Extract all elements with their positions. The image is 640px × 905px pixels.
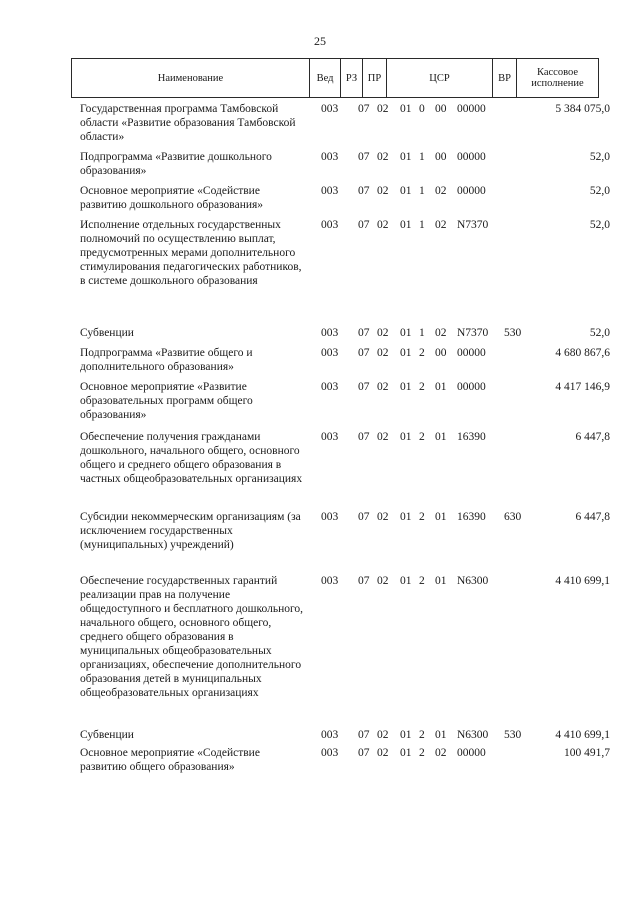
row-name: Основное мероприятие «Содействие развитию дошкольного образования» [80, 185, 264, 211]
row-csr-program: 01 [400, 103, 412, 115]
row-name: Субвенции [80, 729, 134, 741]
row-csr-program: 01 [400, 729, 412, 741]
row-csr-subprogram: 2 [419, 511, 425, 523]
row-pr: 02 [377, 327, 389, 339]
row-amount: 52,0 [589, 219, 610, 231]
row-ved: 003 [321, 103, 339, 115]
row-ved: 003 [321, 219, 339, 231]
row-csr-direction: N7370 [457, 327, 489, 339]
row-name: Обеспечение получения гражданами дошкольного, начального общего, основного общего и среднего общего образования в частных общеобразовательных организациях [80, 431, 303, 485]
row-csr-direction: 00000 [457, 103, 486, 115]
row-csr-direction: 00000 [457, 151, 486, 163]
row-pr: 02 [377, 185, 389, 197]
row-pr: 02 [377, 575, 389, 587]
header-name: Наименование [72, 59, 310, 98]
row-ved: 003 [321, 511, 339, 523]
row-amount: 4 410 699,1 [555, 729, 610, 741]
row-csr-subprogram: 1 [419, 219, 425, 231]
row-csr-event: 02 [435, 327, 447, 339]
row-ved: 003 [321, 347, 339, 359]
row-ved: 003 [321, 151, 339, 163]
row-csr-subprogram: 2 [419, 381, 425, 393]
row-vr: 530 [504, 729, 522, 741]
row-csr-direction: N7370 [457, 219, 489, 231]
row-rz: 07 [358, 431, 370, 443]
row-rz: 07 [358, 347, 370, 359]
row-vr: 630 [504, 511, 522, 523]
row-csr-direction: 16390 [457, 431, 486, 443]
row-pr: 02 [377, 151, 389, 163]
row-csr-program: 01 [400, 151, 412, 163]
row-ved: 003 [321, 729, 339, 741]
row-csr-program: 01 [400, 347, 412, 359]
row-csr-direction: 00000 [457, 381, 486, 393]
row-csr-subprogram: 2 [419, 575, 425, 587]
header-ved: Вед [310, 59, 341, 98]
row-amount: 100 491,7 [564, 747, 610, 759]
row-rz: 07 [358, 103, 370, 115]
row-csr-direction: N6300 [457, 729, 489, 741]
row-pr: 02 [377, 381, 389, 393]
row-pr: 02 [377, 219, 389, 231]
row-csr-program: 01 [400, 575, 412, 587]
row-csr-event: 01 [435, 381, 447, 393]
row-csr-event: 01 [435, 729, 447, 741]
row-rz: 07 [358, 729, 370, 741]
row-pr: 02 [377, 747, 389, 759]
header-amount: Кассовое исполнение [517, 59, 599, 98]
row-ved: 003 [321, 431, 339, 443]
row-rz: 07 [358, 219, 370, 231]
row-csr-program: 01 [400, 185, 412, 197]
row-ved: 003 [321, 185, 339, 197]
row-csr-subprogram: 2 [419, 431, 425, 443]
row-amount: 4 410 699,1 [555, 575, 610, 587]
row-amount: 52,0 [589, 151, 610, 163]
row-csr-program: 01 [400, 747, 412, 759]
row-amount: 4 417 146,9 [555, 381, 610, 393]
row-name: Субвенции [80, 327, 134, 339]
row-csr-subprogram: 1 [419, 151, 425, 163]
row-name: Исполнение отдельных государственных полномочий по осуществлению выплат, предусмотренных мерами дополнительного стимулирования педагогических работников, в системе дошкольного образования [80, 219, 302, 287]
row-csr-event: 02 [435, 747, 447, 759]
row-ved: 003 [321, 381, 339, 393]
row-rz: 07 [358, 151, 370, 163]
row-csr-event: 02 [435, 185, 447, 197]
row-rz: 07 [358, 185, 370, 197]
row-csr-event: 00 [435, 347, 447, 359]
row-ved: 003 [321, 327, 339, 339]
row-amount: 4 680 867,6 [555, 347, 610, 359]
row-csr-event: 01 [435, 575, 447, 587]
row-ved: 003 [321, 575, 339, 587]
row-csr-event: 00 [435, 103, 447, 115]
row-rz: 07 [358, 381, 370, 393]
row-csr-program: 01 [400, 431, 412, 443]
row-csr-subprogram: 1 [419, 327, 425, 339]
row-amount: 52,0 [589, 327, 610, 339]
row-csr-subprogram: 1 [419, 185, 425, 197]
header-csr: ЦСР [387, 59, 493, 98]
row-csr-event: 01 [435, 431, 447, 443]
row-pr: 02 [377, 431, 389, 443]
row-csr-event: 01 [435, 511, 447, 523]
row-csr-program: 01 [400, 381, 412, 393]
header-pr: ПР [363, 59, 387, 98]
row-csr-program: 01 [400, 327, 412, 339]
header-vr: ВР [493, 59, 517, 98]
row-amount: 6 447,8 [575, 431, 610, 443]
row-name: Основное мероприятие «Развитие образовательных программ общего образования» [80, 381, 253, 421]
row-pr: 02 [377, 511, 389, 523]
row-csr-event: 00 [435, 151, 447, 163]
page-number: 25 [314, 34, 326, 48]
row-csr-subprogram: 0 [419, 103, 425, 115]
row-rz: 07 [358, 511, 370, 523]
row-amount: 6 447,8 [575, 511, 610, 523]
row-name: Обеспечение государственных гарантий реализации прав на получение общедоступного и бесплатного дошкольного, начального общего, основного общего, среднего общего образования в муниципальных общеобразовательных организациях, обеспечение дополнительного образования детей в муниципальных общеобразовательных организациях [80, 575, 304, 699]
row-csr-direction: 00000 [457, 185, 486, 197]
row-csr-direction: 00000 [457, 347, 486, 359]
row-rz: 07 [358, 575, 370, 587]
row-rz: 07 [358, 327, 370, 339]
table-header [71, 58, 599, 98]
row-amount: 52,0 [589, 185, 610, 197]
row-csr-direction: N6300 [457, 575, 489, 587]
row-vr: 530 [504, 327, 522, 339]
row-csr-subprogram: 2 [419, 747, 425, 759]
row-name: Государственная программа Тамбовской области «Развитие образования Тамбовской области» [80, 103, 296, 143]
header-rz: РЗ [341, 59, 363, 98]
row-pr: 02 [377, 729, 389, 741]
row-csr-subprogram: 2 [419, 729, 425, 741]
row-csr-direction: 16390 [457, 511, 486, 523]
row-pr: 02 [377, 103, 389, 115]
row-ved: 003 [321, 747, 339, 759]
row-csr-event: 02 [435, 219, 447, 231]
row-csr-subprogram: 2 [419, 347, 425, 359]
row-name: Подпрограмма «Развитие общего и дополнительного образования» [80, 347, 253, 373]
row-csr-direction: 00000 [457, 747, 486, 759]
row-pr: 02 [377, 347, 389, 359]
row-csr-program: 01 [400, 511, 412, 523]
row-name: Подпрограмма «Развитие дошкольного образования» [80, 151, 272, 177]
row-csr-program: 01 [400, 219, 412, 231]
row-name: Основное мероприятие «Содействие развитию общего образования» [80, 747, 260, 773]
row-rz: 07 [358, 747, 370, 759]
row-amount: 5 384 075,0 [555, 103, 610, 115]
row-name: Субсидии некоммерческим организациям (за исключением государственных (муниципальных) учреждений) [80, 511, 301, 551]
